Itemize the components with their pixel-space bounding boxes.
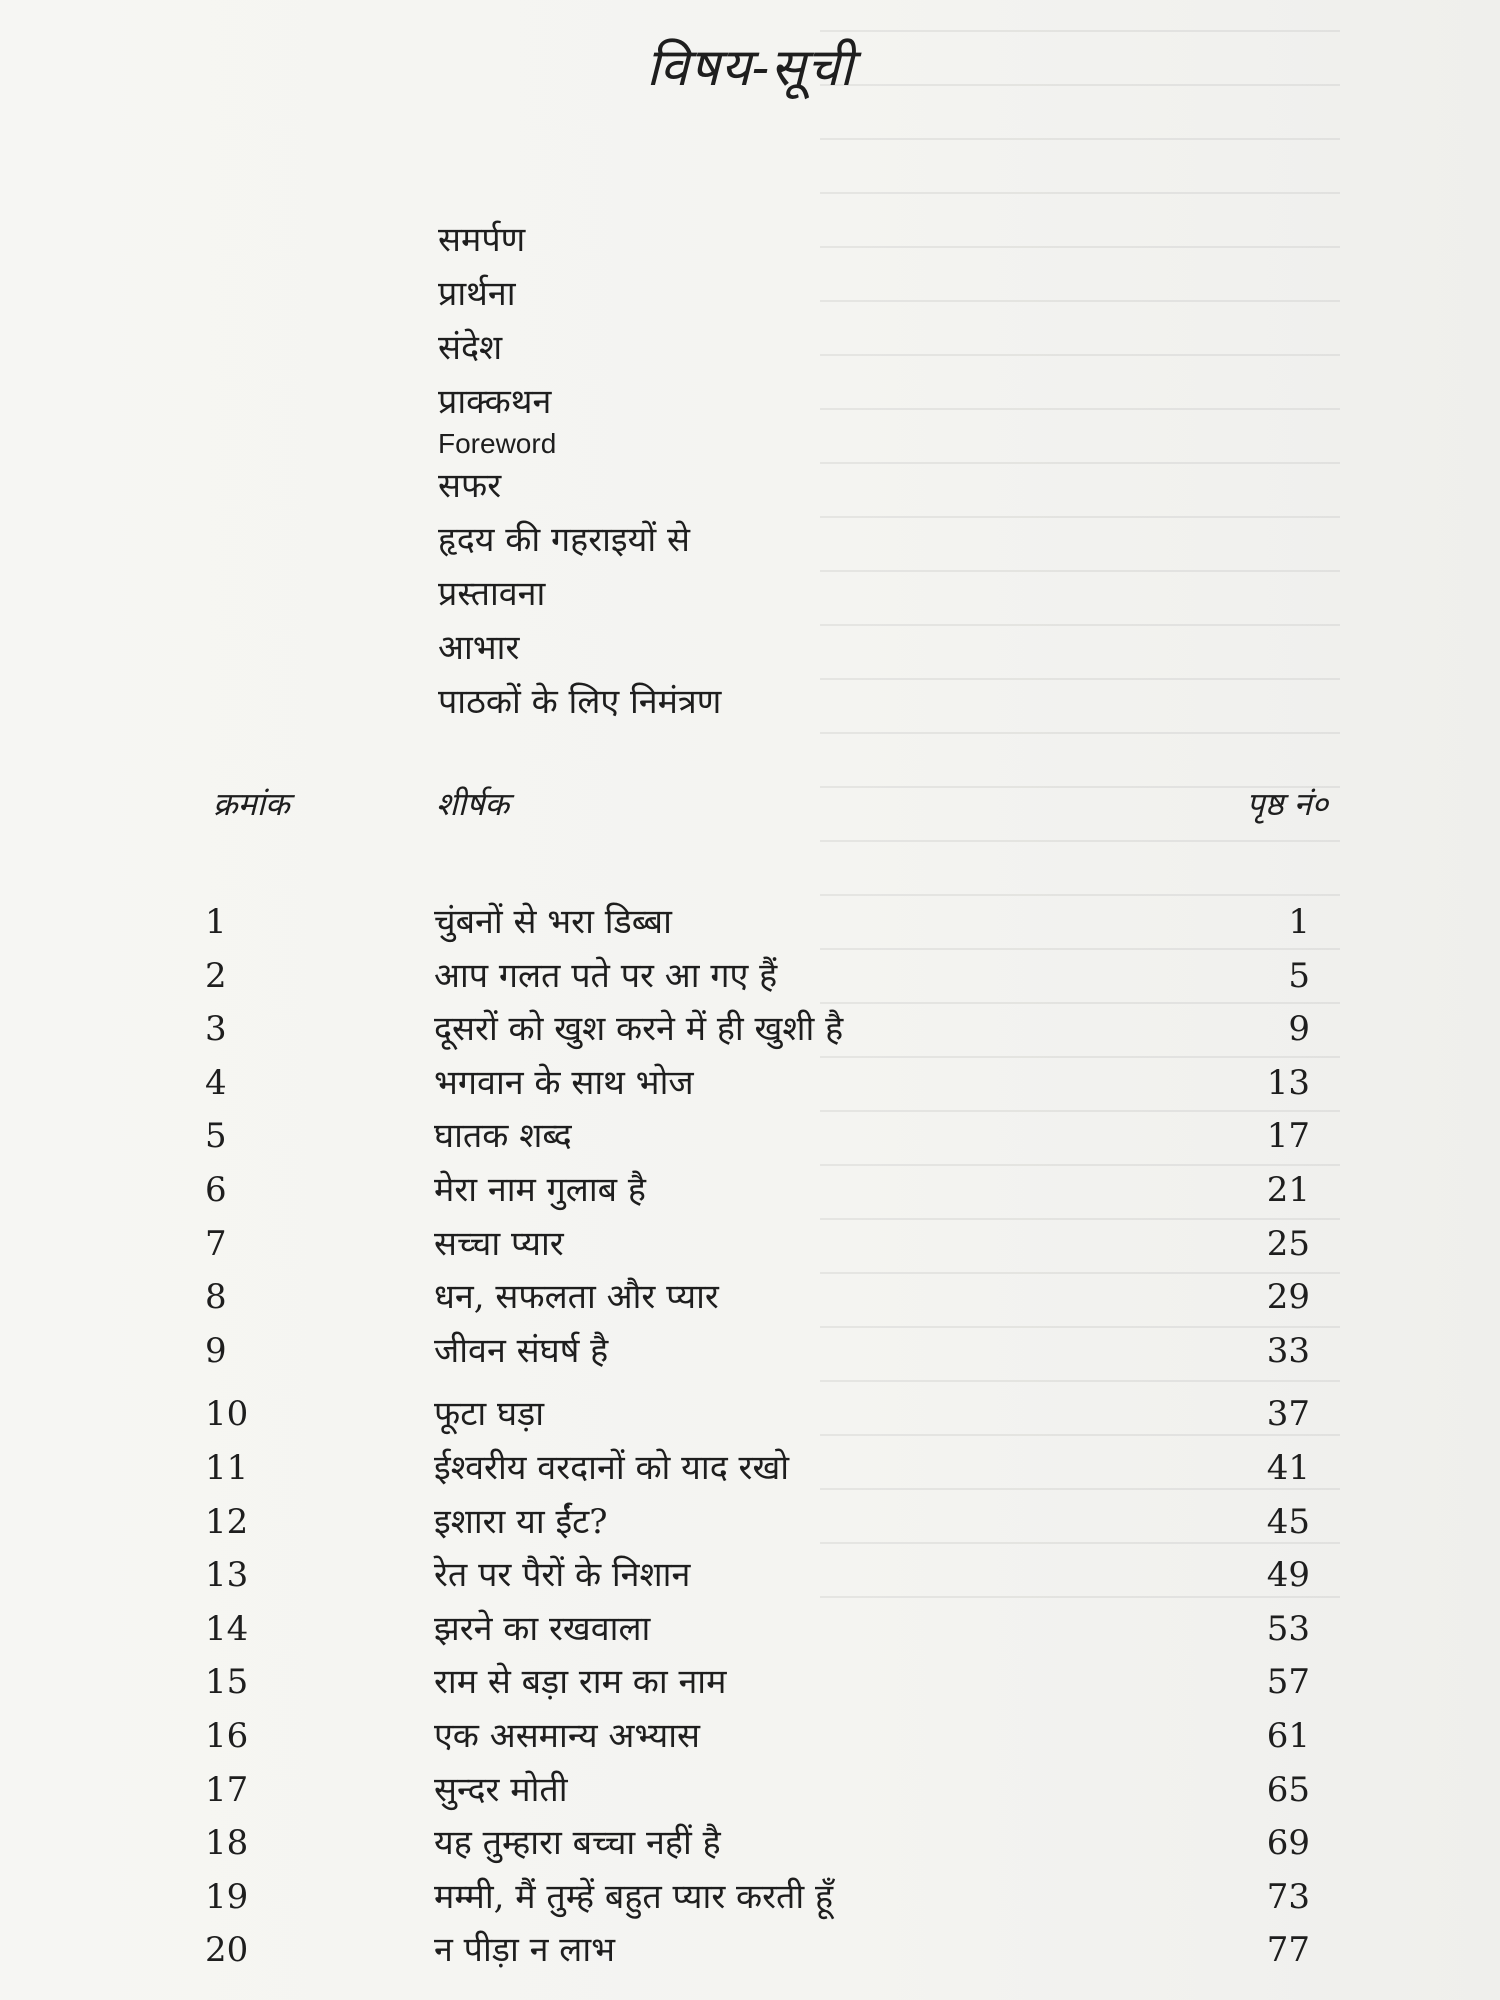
toc-row (0, 1496, 1500, 1550)
toc-row (0, 1871, 1500, 1925)
entry-page: 41 (1266, 1447, 1310, 1488)
entry-title: जीवन संघर्ष है (434, 1330, 609, 1371)
entry-title: दूसरों को खुश करने में ही खुशी है (434, 1009, 844, 1050)
entry-page: 21 (1266, 1169, 1310, 1210)
header-title: शीर्षक (436, 785, 510, 823)
header-number: क्रमांक (213, 785, 290, 823)
entry-title: सच्चा प्यार (434, 1223, 564, 1264)
toc-row (0, 1271, 1500, 1325)
toc-header-row (0, 782, 1500, 832)
entry-title: यह तुम्हारा बच्चा नहीं है (434, 1823, 721, 1864)
entry-number: 17 (205, 1769, 249, 1810)
entry-page: 9 (1288, 1009, 1310, 1050)
entry-title: झरने का रखवाला (434, 1608, 651, 1649)
toc-row (0, 1057, 1500, 1111)
entry-title: चुंबनों से भरा डिब्बा (434, 902, 672, 942)
entry-number: 12 (205, 1501, 249, 1542)
entry-number: 1 (205, 902, 227, 942)
entry-title: सुन्दर मोती (434, 1769, 568, 1810)
entry-number: 18 (205, 1823, 249, 1864)
entry-number: 9 (205, 1330, 227, 1371)
entry-title: रेत पर पैरों के निशान (434, 1555, 691, 1596)
prelim-item: आभार (438, 628, 520, 668)
toc-row (0, 1218, 1500, 1272)
toc-row (0, 1110, 1500, 1164)
entry-page: 45 (1266, 1501, 1310, 1542)
entry-number: 5 (205, 1116, 227, 1157)
toc-row (0, 1388, 1500, 1442)
entry-page: 13 (1266, 1062, 1310, 1103)
toc-row (0, 1656, 1500, 1710)
toc-list (0, 896, 1500, 1978)
entry-title: फूटा घड़ा (434, 1394, 545, 1435)
entry-number: 13 (205, 1555, 249, 1596)
page-title: विषय-सूची (646, 38, 854, 98)
prelim-item: सफर (438, 466, 502, 506)
prelim-item: संदेश (438, 328, 503, 368)
entry-page: 29 (1266, 1277, 1310, 1318)
entry-page: 1 (1288, 902, 1310, 942)
entry-title: न पीड़ा न लाभ (434, 1930, 616, 1971)
toc-row (0, 1764, 1500, 1818)
entry-title: आप गलत पते पर आ गए हैं (434, 955, 778, 996)
entry-number: 14 (205, 1608, 249, 1649)
entry-page: 65 (1266, 1769, 1310, 1810)
toc-row (0, 1164, 1500, 1218)
entry-title: भगवान के साथ भोज (434, 1062, 694, 1103)
toc-row (0, 1325, 1500, 1379)
entry-number: 3 (205, 1009, 227, 1050)
toc-row (0, 1442, 1500, 1496)
entry-number: 8 (205, 1277, 227, 1318)
entry-title: ईश्वरीय वरदानों को याद रखो (434, 1447, 790, 1488)
prelim-item: Foreword (438, 428, 557, 459)
entry-number: 15 (205, 1662, 249, 1703)
entry-page: 57 (1266, 1662, 1310, 1703)
entry-number: 19 (205, 1876, 249, 1917)
toc-row (0, 1817, 1500, 1871)
prelim-item: प्राक्कथन (438, 382, 552, 422)
entry-title: राम से बड़ा राम का नाम (434, 1662, 727, 1703)
entry-page: 49 (1266, 1555, 1310, 1596)
entry-number: 11 (205, 1447, 249, 1488)
toc-row (0, 1549, 1500, 1603)
entry-number: 7 (205, 1223, 227, 1264)
entry-page: 5 (1288, 955, 1310, 996)
entry-number: 2 (205, 955, 227, 996)
toc-row (0, 1924, 1500, 1978)
prelim-item: प्रार्थना (438, 274, 516, 314)
entry-page: 77 (1266, 1930, 1310, 1971)
entry-number: 4 (205, 1062, 227, 1103)
header-page: पृष्ठ नं० (1246, 785, 1328, 823)
entry-page: 33 (1266, 1330, 1310, 1371)
entry-page: 37 (1266, 1394, 1310, 1435)
entry-title: घातक शब्द (434, 1116, 572, 1157)
prelims-list (438, 213, 1038, 729)
prelim-item: पाठकों के लिए निमंत्रण (438, 682, 722, 722)
entry-page: 69 (1266, 1823, 1310, 1864)
entry-page: 53 (1266, 1608, 1310, 1649)
entry-page: 25 (1266, 1223, 1310, 1264)
prelim-item: समर्पण (438, 220, 526, 260)
entry-title: इशारा या ईंट? (434, 1501, 608, 1542)
entry-page: 17 (1266, 1116, 1310, 1157)
entry-page: 73 (1266, 1876, 1310, 1917)
entry-number: 20 (205, 1930, 249, 1971)
entry-title: एक असमान्य अभ्यास (434, 1715, 701, 1756)
entry-number: 10 (205, 1394, 249, 1435)
entry-title: मम्मी, मैं तुम्हें बहुत प्यार करती हूँ (434, 1876, 834, 1917)
entry-number: 16 (205, 1715, 249, 1756)
toc-row (0, 950, 1500, 1004)
toc-row (0, 896, 1500, 950)
toc-row (0, 1003, 1500, 1057)
entry-page: 61 (1266, 1715, 1310, 1756)
toc-row (0, 1710, 1500, 1764)
prelim-item: प्रस्तावना (438, 574, 546, 614)
entry-number: 6 (205, 1169, 227, 1210)
prelim-item: हृदय की गहराइयों से (438, 520, 690, 560)
toc-row (0, 1603, 1500, 1657)
entry-title: मेरा नाम गुलाब है (434, 1169, 646, 1210)
entry-title: धन, सफलता और प्यार (434, 1277, 719, 1318)
